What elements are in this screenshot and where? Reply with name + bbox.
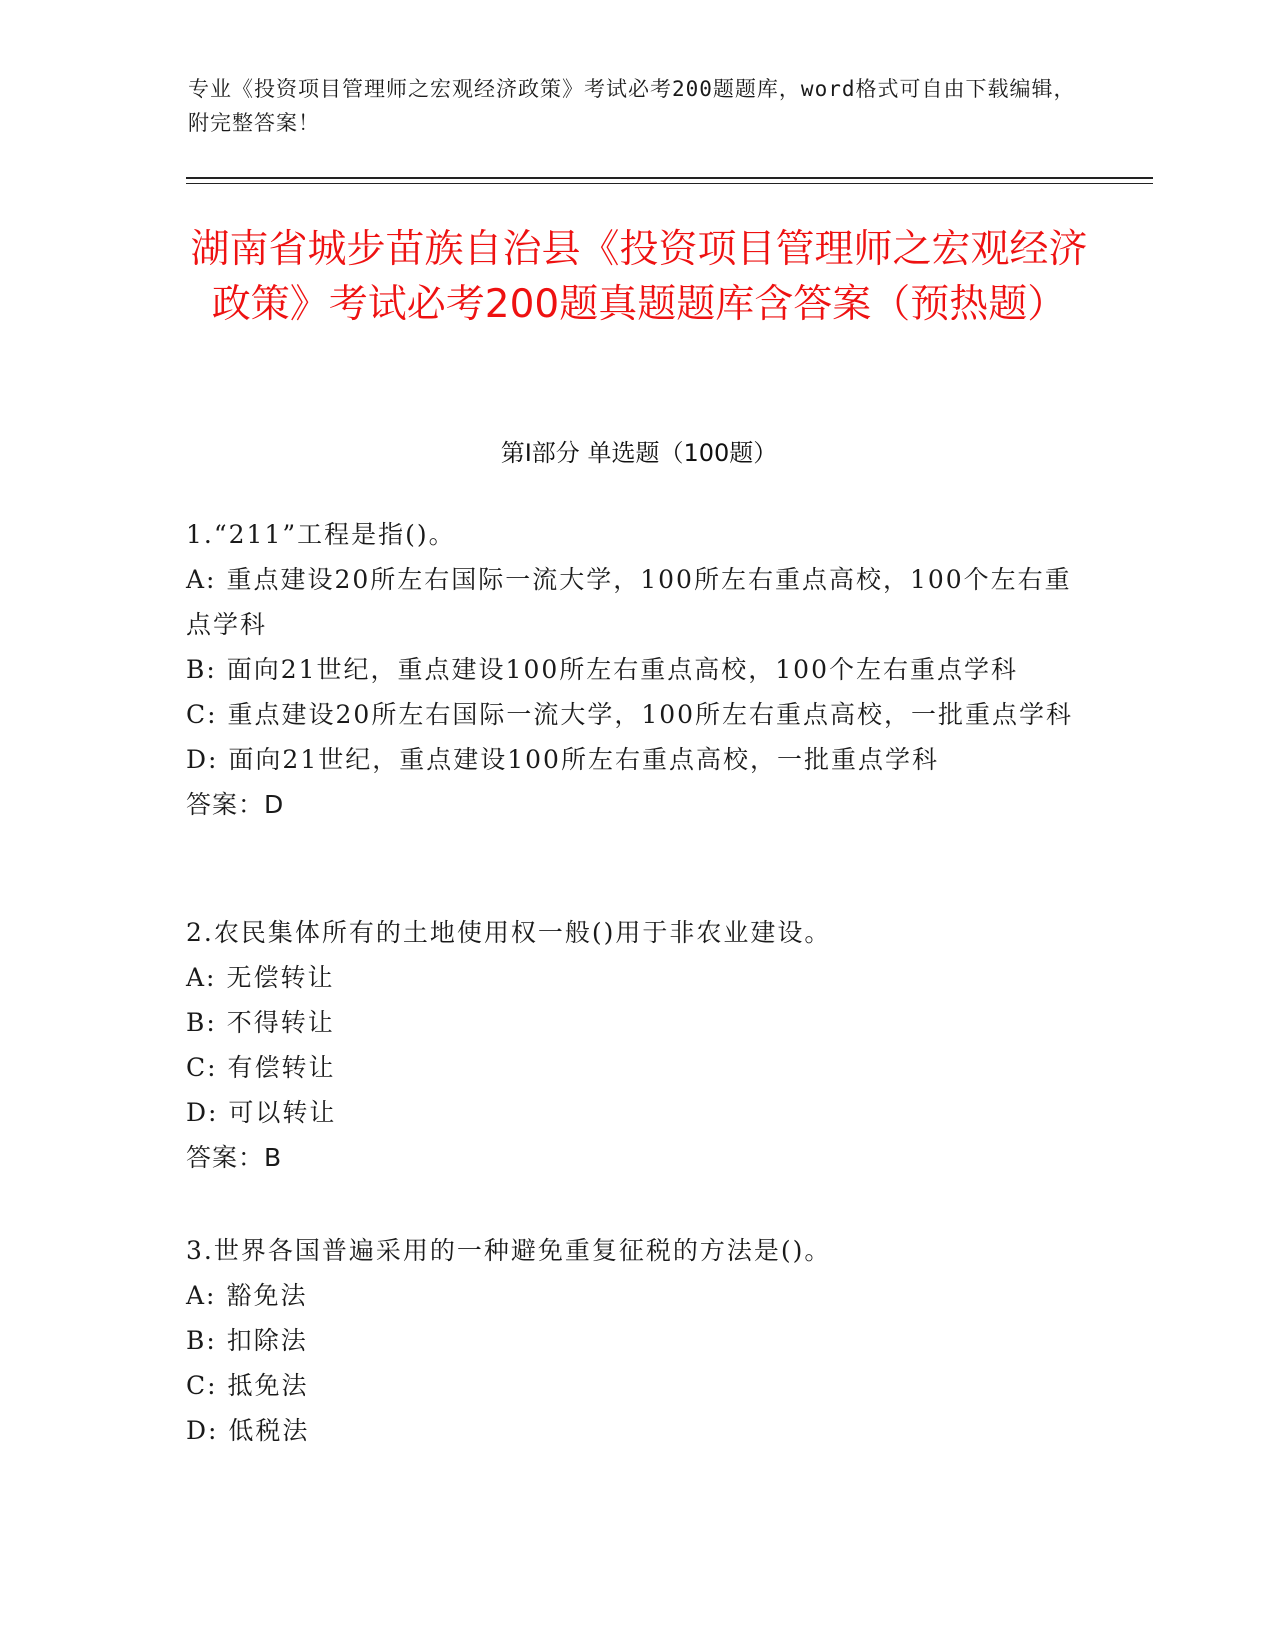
option-label: D: xyxy=(186,745,219,774)
option-label: A: xyxy=(186,565,217,594)
option-d xyxy=(186,737,1086,782)
question-stem: 1.“211”工程是指()。 xyxy=(186,520,456,549)
option-b xyxy=(186,647,1086,692)
option-a xyxy=(186,955,1086,1000)
question-3 xyxy=(186,1228,1086,1453)
option-c xyxy=(186,692,1086,737)
option-label: C: xyxy=(186,700,218,729)
option-text: 抵免法 xyxy=(227,1371,309,1400)
answer-line: 答案：B xyxy=(186,1143,283,1172)
option-a xyxy=(186,1273,1086,1318)
option-label: B: xyxy=(186,1008,217,1037)
header-rule-thin xyxy=(186,183,1153,184)
option-d xyxy=(186,1090,1086,1135)
option-text: 面向21世纪，重点建设100所左右重点高校，一批重点学科 xyxy=(228,745,939,774)
question-1 xyxy=(186,512,1086,827)
header-note: 专业《投资项目管理师之宏观经济政策》考试必考200题题库，word格式可自由下载编辑，附完整答案！ xyxy=(188,77,1076,135)
question-stem: 3.世界各国普遍采用的一种避免重复征税的方法是()。 xyxy=(186,1236,832,1265)
question-2 xyxy=(186,910,1086,1180)
option-label: D: xyxy=(186,1098,219,1127)
option-c xyxy=(186,1045,1086,1090)
question-stem: 2.农民集体所有的土地使用权一般()用于非农业建设。 xyxy=(186,918,832,947)
option-text: 有偿转让 xyxy=(227,1053,336,1082)
option-text: 重点建设20所左右国际一流大学，100所左右重点高校，100个左右重点学科 xyxy=(186,565,1072,639)
option-label: D: xyxy=(186,1416,219,1445)
option-text: 豁免法 xyxy=(226,1281,308,1310)
option-text: 不得转让 xyxy=(226,1008,335,1037)
option-c xyxy=(186,1363,1086,1408)
option-text: 重点建设20所左右国际一流大学，100所左右重点高校，一批重点学科 xyxy=(227,700,1074,729)
option-label: C: xyxy=(186,1053,218,1082)
option-b xyxy=(186,1000,1086,1045)
option-label: C: xyxy=(186,1371,218,1400)
option-text: 低税法 xyxy=(228,1416,310,1445)
option-d xyxy=(186,1408,1086,1453)
option-text: 扣除法 xyxy=(226,1326,308,1355)
option-text: 面向21世纪，重点建设100所左右重点高校，100个左右重点学科 xyxy=(226,655,1018,684)
option-label: B: xyxy=(186,655,217,684)
header-rule-thick xyxy=(186,177,1153,179)
option-label: B: xyxy=(186,1326,217,1355)
section-heading: 第Ⅰ部分 单选题（100题） xyxy=(500,439,778,467)
option-label: A: xyxy=(186,963,217,992)
option-text: 可以转让 xyxy=(228,1098,337,1127)
option-a xyxy=(186,557,1086,647)
option-b xyxy=(186,1318,1086,1363)
option-text: 无偿转让 xyxy=(226,963,335,992)
document-title: 湖南省城步苗族自治县《投资项目管理师之宏观经济政策》考试必考200题真题题库含答案（预热题） xyxy=(190,227,1088,327)
option-label: A: xyxy=(186,1281,217,1310)
answer-line: 答案：D xyxy=(186,790,285,819)
